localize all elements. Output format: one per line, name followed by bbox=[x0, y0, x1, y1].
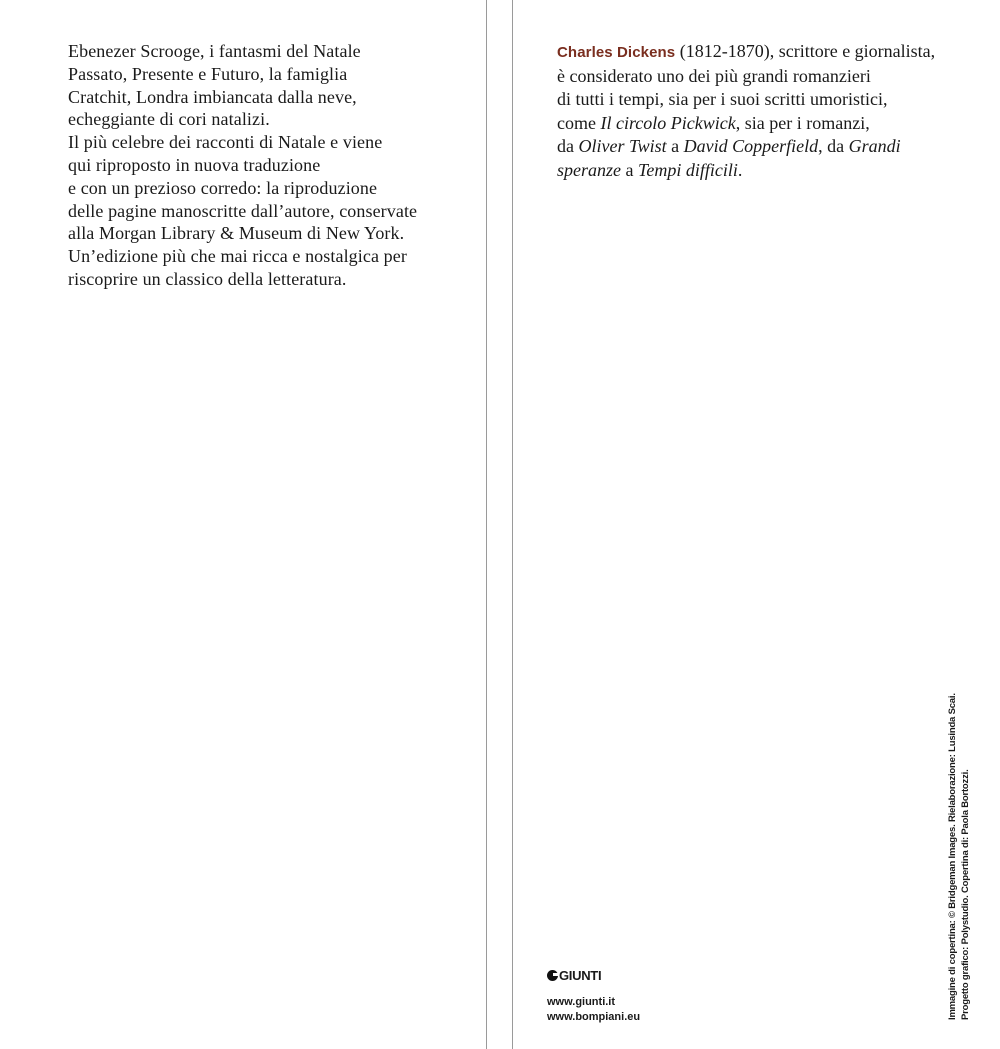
bio-text: a bbox=[666, 136, 684, 157]
author-name: Charles Dickens bbox=[557, 44, 676, 61]
fold-line-right bbox=[512, 0, 513, 1049]
giunti-logo-icon bbox=[547, 970, 558, 981]
blurb-line: Il più celebre dei racconti di Natale e viene bbox=[68, 132, 383, 153]
blurb-line: riscoprire un classico della letteratura. bbox=[68, 268, 347, 289]
blurb-text bbox=[68, 40, 488, 291]
bio-text: a bbox=[621, 159, 638, 180]
bio-text: , da bbox=[818, 136, 849, 157]
logo-text: GIUNTI bbox=[559, 968, 602, 983]
link-giunti[interactable]: www.giunti.it bbox=[547, 996, 616, 1008]
book-title: David Copperfield bbox=[683, 136, 819, 157]
author-bio bbox=[557, 40, 947, 183]
book-title: Tempi difficili bbox=[638, 159, 738, 180]
bio-text: da bbox=[557, 136, 579, 157]
blurb-line: Ebenezer Scrooge, i fantasmi del Natale bbox=[68, 41, 361, 61]
blurb-line: alla Morgan Library & Museum di New York. bbox=[68, 223, 405, 244]
book-title: Grandi bbox=[848, 136, 901, 157]
book-title: Il circolo Pickwick bbox=[600, 112, 736, 133]
blurb-line: echeggiante di cori natalizi. bbox=[68, 109, 270, 130]
image-credits bbox=[947, 680, 972, 1020]
credit-line: Progetto grafico: Polystudio. Copertina di: Paola Bortozzi. bbox=[959, 769, 971, 1020]
blurb-line: Cratchit, Londra imbiancata dalla neve, bbox=[68, 86, 357, 107]
bio-line bbox=[557, 112, 947, 136]
bio-line bbox=[557, 135, 947, 159]
bio-text: come bbox=[557, 112, 601, 133]
bio-line: è considerato uno dei più grandi romanzieri bbox=[557, 65, 871, 86]
book-title: Oliver Twist bbox=[578, 136, 667, 157]
bio-line bbox=[557, 40, 947, 65]
credit-line: Immagine di copertina: © Bridgeman Images. Rielaborazione: Lusinda Scai. bbox=[947, 693, 958, 1020]
blurb-line: Un’edizione più che mai ricca e nostalgica per bbox=[68, 246, 407, 267]
bio-line bbox=[557, 159, 947, 183]
link-bompiani[interactable]: www.bompiani.eu bbox=[547, 1011, 641, 1023]
blurb-line: delle pagine manoscritte dall’autore, conservate bbox=[68, 200, 418, 221]
bio-line: di tutti i tempi, sia per i suoi scritti umoristici, bbox=[557, 89, 888, 110]
blurb-line: Passato, Presente e Futuro, la famiglia bbox=[68, 63, 348, 84]
publisher-logo bbox=[547, 968, 640, 983]
publisher-block bbox=[547, 968, 640, 1025]
bio-text: . bbox=[737, 159, 743, 180]
bio-text: , sia per i romanzi, bbox=[735, 112, 870, 133]
publisher-links bbox=[547, 995, 640, 1025]
book-title: speranze bbox=[557, 159, 621, 180]
blurb-line: qui riproposto in nuova traduzione bbox=[68, 154, 321, 175]
bio-text: (1812-1870), scrittore e giornalista, bbox=[675, 41, 936, 61]
blurb-line: e con un prezioso corredo: la riproduzione bbox=[68, 177, 378, 198]
